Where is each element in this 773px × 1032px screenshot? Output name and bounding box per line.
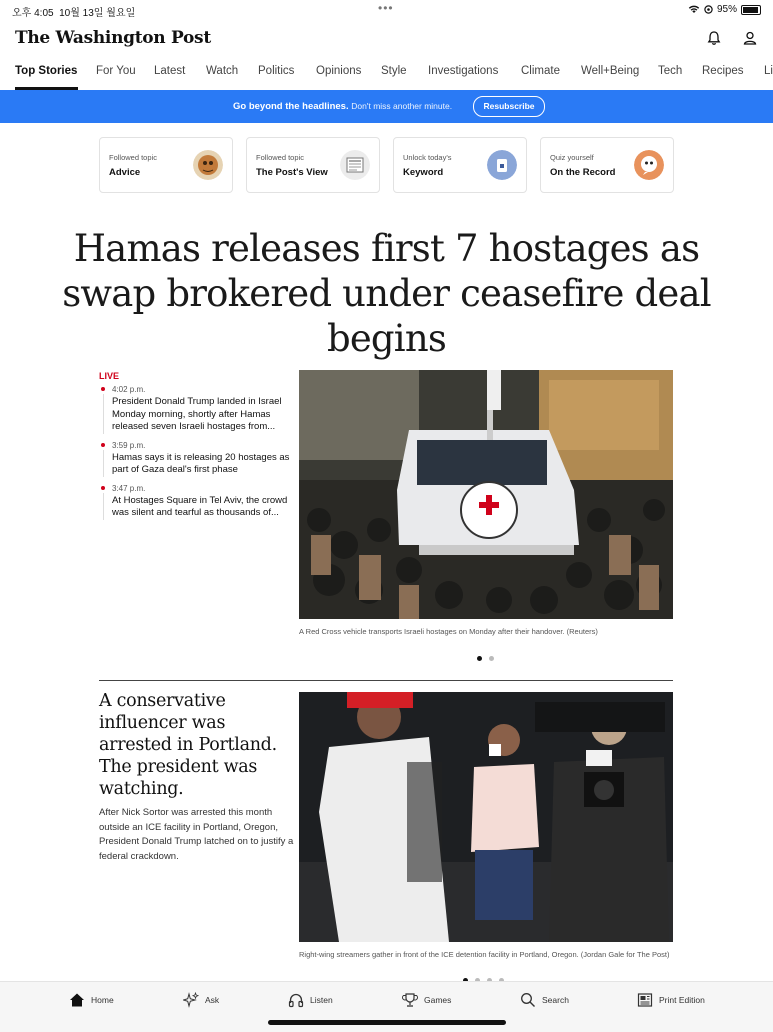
live-update-item[interactable] [99, 483, 294, 520]
nav-latest[interactable]: Latest [154, 65, 186, 77]
nav-style[interactable]: Style [381, 65, 407, 77]
tab-label: Home [91, 995, 114, 1005]
nav-opinions[interactable]: Opinions [316, 65, 362, 77]
card-kicker: Quiz yourself [550, 153, 594, 162]
tab-label: Ask [205, 995, 220, 1005]
topic-card-posts-view[interactable] [246, 137, 380, 193]
print-edition-icon [637, 992, 653, 1008]
topic-card-on-the-record[interactable] [540, 137, 674, 193]
nav-more-clipped[interactable]: Li [764, 65, 773, 77]
card-title: Advice [109, 167, 141, 178]
section-nav [0, 62, 773, 90]
nav-investigations[interactable]: Investigations [428, 65, 499, 77]
live-label: LIVE [99, 371, 120, 381]
nav-top-stories[interactable]: Top Stories [15, 65, 78, 77]
sparkle-icon [183, 992, 199, 1008]
status-indicators [688, 4, 761, 15]
app-header [0, 24, 773, 54]
nav-for-you[interactable]: For You [96, 65, 136, 77]
resubscribe-button[interactable]: Resubscribe [473, 96, 545, 117]
nav-tech[interactable]: Tech [658, 65, 683, 77]
home-indicator[interactable] [268, 1020, 506, 1025]
section-divider [99, 680, 673, 681]
keyword-lock-icon [487, 150, 517, 180]
story-photo-portland-streamers[interactable] [299, 692, 673, 942]
topic-card-keyword[interactable] [393, 137, 527, 193]
live-update-time: 3:47 p.m. [112, 483, 146, 493]
tab-games[interactable] [402, 992, 451, 1008]
timeline-bar [103, 450, 104, 477]
card-title: Keyword [403, 167, 444, 178]
card-title: On the Record [550, 167, 616, 178]
tab-search[interactable] [520, 992, 569, 1008]
live-update-text: President Donald Trump landed in Israel Monday morning, shortly after Hamas released seven Israeli hostages from... [112, 396, 282, 432]
lead-photo-caption: A Red Cross vehicle transports Israeli hostages on Monday after their handover. (Reuters) [299, 627, 598, 636]
newspaper-illustration [340, 150, 370, 180]
trophy-icon [402, 992, 418, 1008]
live-dot [101, 443, 105, 447]
battery-percent: 95% [716, 4, 737, 15]
battery-icon [741, 5, 761, 15]
tab-label: Listen [310, 995, 333, 1005]
headphones-icon [288, 992, 304, 1008]
pager-dot-active[interactable] [477, 656, 482, 661]
live-dot [101, 387, 105, 391]
live-updates-list [99, 384, 294, 526]
banner-text: Go beyond the headlines. Don't miss another minute. [233, 101, 453, 112]
tab-listen[interactable] [288, 992, 333, 1008]
card-kicker: Followed topic [256, 153, 304, 162]
advice-illustration [193, 150, 223, 180]
tab-home[interactable] [69, 992, 114, 1008]
tab-label: Print Edition [659, 995, 705, 1005]
nav-watch[interactable]: Watch [206, 65, 239, 77]
account-icon[interactable] [742, 30, 758, 46]
live-update-text: Hamas says it is releasing 20 hostages as part of Gaza deal's first phase [112, 451, 290, 475]
live-update-text: At Hostages Square in Tel Aviv, the crowd was silent and tearful as thousands of... [112, 494, 288, 518]
lead-headline[interactable]: Hamas releases first 7 hostages as swap brokered under ceasefire deal begins [62, 227, 711, 360]
tab-label: Games [424, 995, 452, 1005]
lead-photo-red-cross-vehicle[interactable] [299, 370, 673, 619]
card-kicker: Followed topic [109, 153, 157, 162]
story-headline[interactable]: A conservative influencer was arrested in Portland. The president was watching. [99, 691, 277, 799]
live-update-time: 4:02 p.m. [112, 385, 146, 394]
nav-recipes[interactable]: Recipes [702, 65, 744, 77]
timeline-bar [103, 394, 104, 434]
wapo-logo[interactable]: The Washington Post [15, 28, 211, 48]
nav-well-being[interactable]: Well+Being [581, 65, 640, 77]
nav-climate[interactable]: Climate [521, 65, 560, 77]
pager-dot[interactable] [489, 656, 494, 661]
topic-card-advice[interactable] [99, 137, 233, 193]
search-icon [520, 992, 536, 1008]
lead-carousel-pager[interactable] [477, 656, 494, 661]
status-time: 오후 4:05 10월 13일 월요일 [12, 8, 136, 19]
quiz-face-icon [634, 150, 664, 180]
bell-icon[interactable] [706, 30, 722, 46]
card-title: The Post's View [256, 167, 328, 178]
multitask-dots[interactable]: ••• [378, 1, 394, 15]
story-summary: After Nick Sortor was arrested this month outside an ICE facility in Portland, Oregon, President Donald Trump latched on to justify a federal crackdown. [99, 807, 294, 862]
location-icon [704, 5, 713, 14]
status-bar [0, 0, 773, 20]
live-update-time: 3:59 p.m. [112, 440, 146, 450]
tab-ask[interactable] [183, 992, 219, 1008]
nav-politics[interactable]: Politics [258, 65, 295, 77]
wifi-icon [688, 5, 700, 14]
home-icon [69, 992, 85, 1008]
live-update-item[interactable] [99, 384, 294, 434]
tab-label: Search [542, 995, 569, 1005]
status-date: 10월 13일 월요일 [59, 8, 136, 19]
story-photo-caption: Right-wing streamers gather in front of the ICE detention facility in Portland, Oregon. (Jordan Gale for The Post) [299, 950, 670, 959]
timeline-bar [103, 493, 104, 520]
subscribe-banner [0, 90, 773, 123]
live-update-item[interactable] [99, 440, 294, 477]
card-kicker: Unlock today's [403, 153, 452, 162]
live-dot [101, 486, 105, 490]
tab-print-edition[interactable] [637, 992, 705, 1008]
